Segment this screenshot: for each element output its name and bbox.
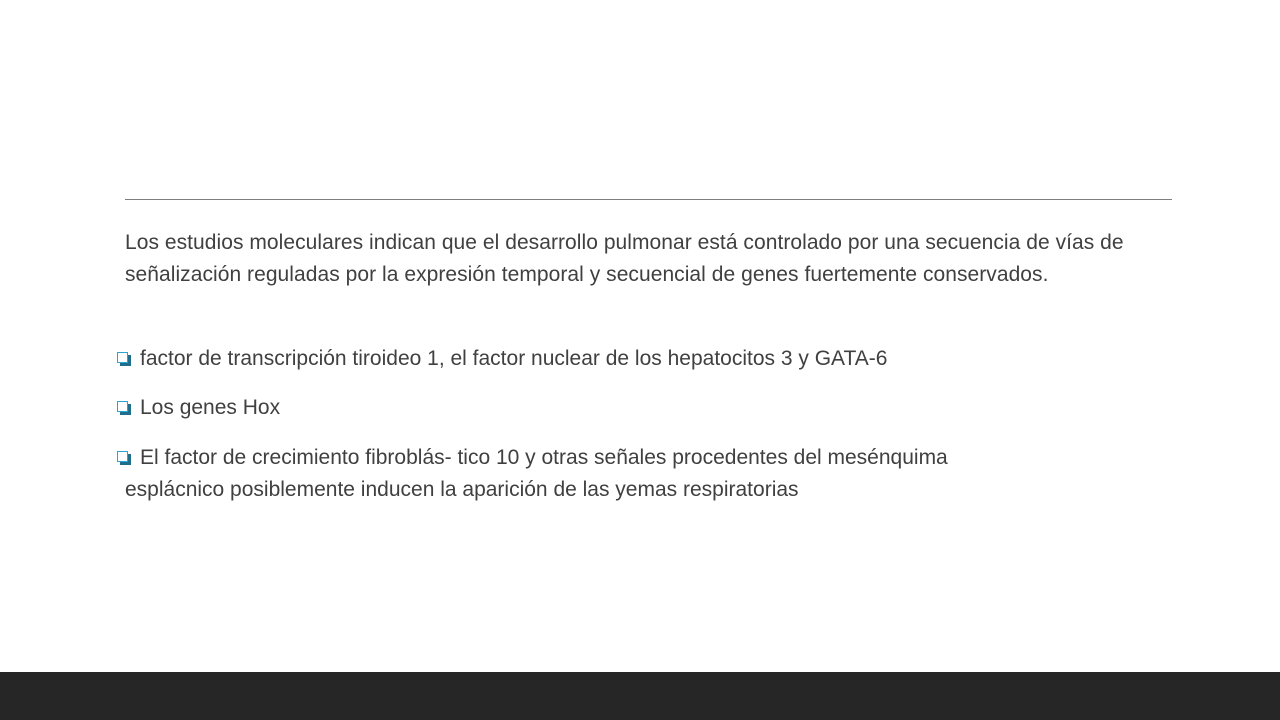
checkbox-square-icon <box>117 451 131 465</box>
bullet-item-1 <box>117 343 1187 375</box>
footer-bar <box>0 672 1280 720</box>
bullet-item-2 <box>117 392 1187 424</box>
title-divider <box>125 199 1172 200</box>
bullet-text-1: factor de transcripción tiroideo 1, el factor nuclear de los hepatocitos 3 y GATA-6 <box>140 347 888 370</box>
checkbox-square-icon <box>117 352 131 366</box>
bullet-item-3 <box>117 442 1187 506</box>
bullet-text-2: Los genes Hox <box>140 396 281 419</box>
bullet-text-3-line-2: esplácnico posiblemente inducen la aparición de las yemas respiratorias <box>125 478 799 501</box>
checkbox-square-icon <box>117 401 131 415</box>
bullet-text-3-line-1: El factor de crecimiento fibroblás- tico 10 y otras señales procedentes del mesénquima <box>140 446 948 469</box>
intro-paragraph: Los estudios moleculares indican que el desarrollo pulmonar está controlado por una secuencia de vías de señalización reguladas por la expresión temporal y secuencial de genes fuertemente conservados. <box>125 231 1124 286</box>
